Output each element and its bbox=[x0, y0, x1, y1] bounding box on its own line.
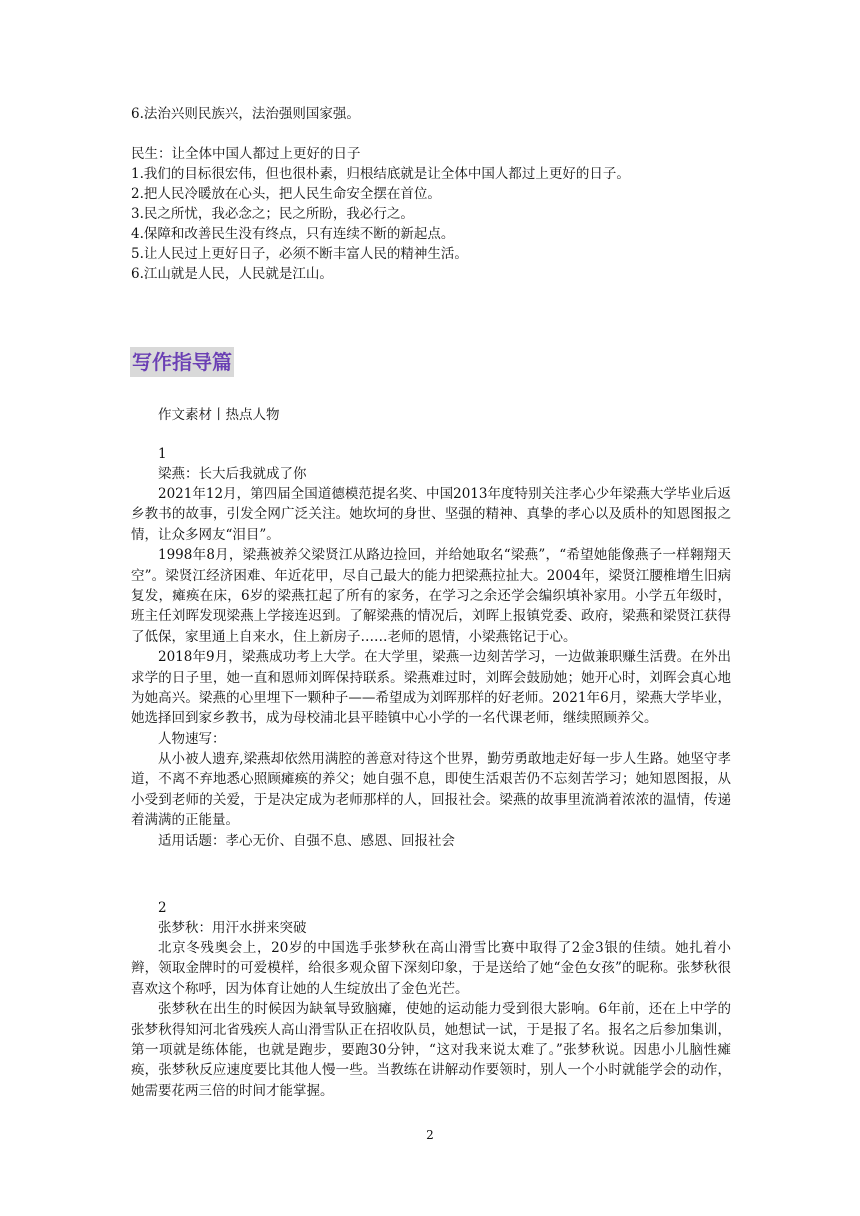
person-1-paragraph: 2018年9月，梁燕成功考上大学。在大学里，梁燕一边刻苦学习，一边做兼职赚生活费。在外出求学的日子里，她一直和恩师刘晖保持联系。梁燕难过时，刘晖会鼓励她；她开心时，刘晖会真心地为她高兴。梁燕的心里埋下一颗种子——希望成为刘晖那样的好老师。2021年6月，梁燕大学毕业，她选择回到家乡教书，成为母校浦北县平睦镇中心小学的一名代课老师，继续照顾养父。 bbox=[131, 649, 731, 727]
person-1-paragraph: 1998年8月，梁燕被养父梁贤江从路边捡回，并给她取名“梁燕”，“希望她能像燕子一样翱翔天空”。梁贤江经济困难、年近花甲，尽自己最大的能力把梁燕拉扯大。2004年，梁贤江腰椎增生旧病复发，瘫痪在床，6岁的梁燕扛起了所有的家务，在学习之余还学会编织填补家用。小学五年级时，班主任刘晖发现梁燕上学接连迟到。了解梁燕的情况后，刘晖上报镇党委、政府，梁燕和梁贤江获得了低保，家里通上自来水，住上新房子……老师的恩情，小梁燕铭记于心。 bbox=[131, 547, 731, 645]
person-2-paragraph: 北京冬残奥会上，20岁的中国选手张梦秋在高山滑雪比赛中取得了2金3银的佳绩。她扎着小辫，领取金牌时的可爱模样，给很多观众留下深刻印象，于是送给了她“金色女孩”的昵称。张梦秋很喜欢这个称呼，因为体育让她的人生绽放出了金色光芒。 bbox=[131, 940, 731, 997]
minsheng-item: 1.我们的目标很宏伟，但也很朴素，归根结底就是让全体中国人都过上更好的日子。 bbox=[131, 166, 630, 182]
person-1-topics: 适用话题：孝心无价、自强不息、感恩、回报社会 bbox=[158, 832, 455, 849]
person-1-number: 1 bbox=[158, 446, 167, 462]
minsheng-item: 3.民之所忧，我必念之；民之所盼，我必行之。 bbox=[131, 206, 414, 222]
person-1-sketch: 从小被人遗弃,梁燕却依然用满腔的善意对待这个世界，勤劳勇敢地走好每一步人生路。她坚守孝道，不离不弃地悉心照顾瘫痪的养父；她自强不息，即使生活艰苦仍不忘刻苦学习；她知恩图报，从小受到老师的关爱，于是决定成为老师那样的人，回报社会。梁燕的故事里流淌着浓浓的温情，传递着满满的正能量。 bbox=[131, 750, 731, 829]
subtitle: 作文素材丨热点人物 bbox=[158, 407, 280, 423]
person-2-paragraph: 张梦秋在出生的时候因为缺氧导致脑瘫，使她的运动能力受到很大影响。6年前，还在上中学的张梦秋得知河北省残疾人高山滑雪队正在招收队员，她想试一试，于是报了名。报名之后参加集训，第一项就是练体能，也就是跑步，要跑30分钟，“这对我来说太难了。”张梦秋说。因患小儿脑性瘫痪，张梦秋反应速度要比其他人慢一些。当教练在讲解动作要领时，别人一个小时就能学会的动作，她需要花两三倍的时间才能掌握。 bbox=[131, 1001, 731, 1099]
minsheng-item: 2.把人民冷暖放在心头，把人民生命安全摆在首位。 bbox=[131, 186, 441, 202]
person-1-paragraph: 2021年12月，第四届全国道德模范提名奖、中国2013年度特别关注孝心少年梁燕大学毕业后返乡教书的故事，引发全网广泛关注。她坎坷的身世、坚强的精神、真挚的孝心以及质朴的知恩图报之情，让众多网友“泪目”。 bbox=[131, 486, 731, 543]
minsheng-item: 6.江山就是人民，人民就是江山。 bbox=[131, 266, 333, 282]
minsheng-item: 5.让人民过上更好日子，必须不断丰富人民的精神生活。 bbox=[131, 246, 468, 262]
person-1 bbox=[131, 444, 731, 851]
person-2-title: 张梦秋：用汗水拼来突破 bbox=[158, 920, 307, 936]
minsheng-section bbox=[131, 144, 731, 284]
subtitle-block bbox=[131, 405, 731, 425]
person-2-number: 2 bbox=[158, 900, 167, 916]
minsheng-item: 4.保障和改善民生没有终点，只有连续不断的新起点。 bbox=[131, 226, 455, 242]
section-heading: 写作指导篇 bbox=[130, 347, 234, 377]
minsheng-title: 民生：让全体中国人都过上更好的日子 bbox=[131, 146, 361, 162]
sketch-label: 人物速写： bbox=[158, 730, 226, 747]
page-number: 2 bbox=[426, 1128, 434, 1142]
person-2 bbox=[131, 898, 731, 1101]
rule-of-law-item-6: 6.法治兴则民族兴，法治强则国家强。 bbox=[131, 106, 360, 122]
person-1-title: 梁燕：长大后我就成了你 bbox=[158, 466, 307, 482]
